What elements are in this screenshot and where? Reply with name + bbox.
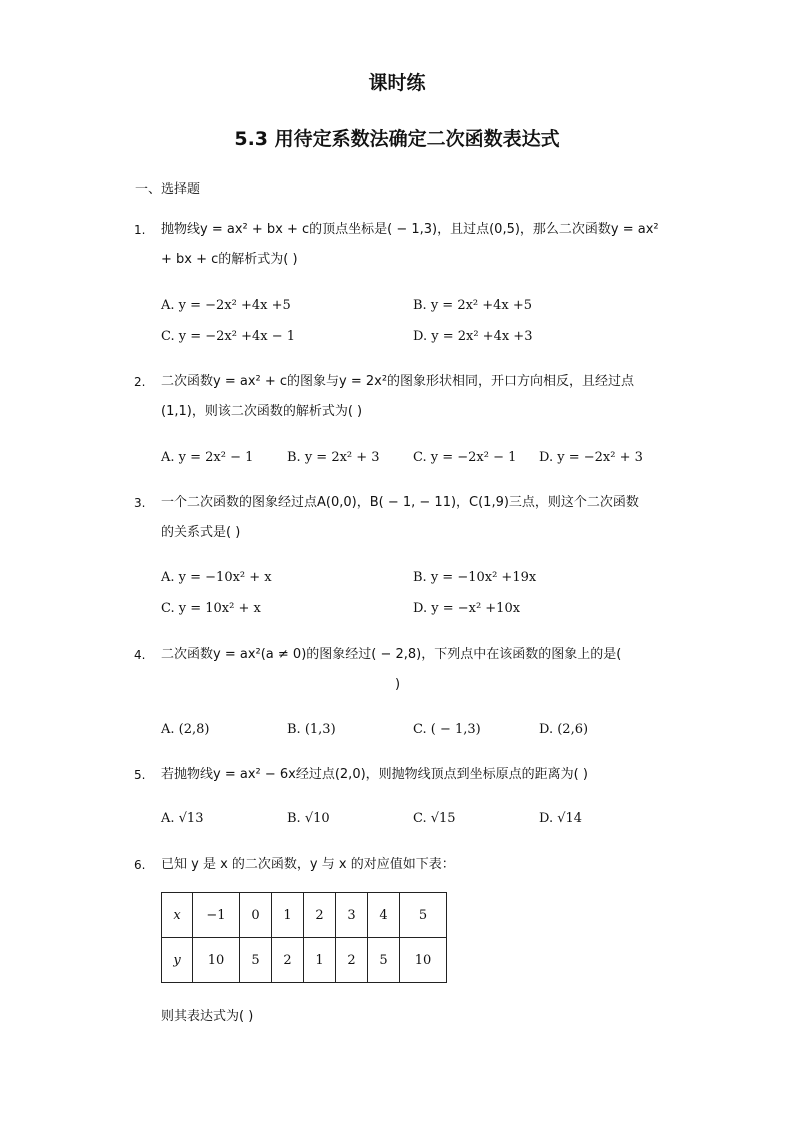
question-number: 2.	[134, 375, 146, 389]
question-text	[161, 640, 691, 700]
table-cell: 0	[240, 893, 272, 938]
table-row-x	[162, 893, 447, 938]
question-line: 若抛物线y = ax² − 6x经过点(2,0)，则抛物线顶点到坐标原点的距离为( )	[161, 767, 588, 782]
table-cell: −1	[193, 893, 240, 938]
table-cell: 10	[400, 938, 447, 983]
option-c[interactable]: C. √15	[413, 811, 456, 826]
table-cell: 2	[336, 938, 368, 983]
table-cell: 5	[368, 938, 400, 983]
question-number: 1.	[134, 223, 146, 237]
option-a[interactable]: A. y = −2x² +4x +5	[161, 298, 291, 313]
question-line: )	[395, 677, 401, 692]
question-text	[161, 215, 691, 275]
question-line: + bx + c的解析式为( )	[161, 252, 298, 267]
question-text	[161, 850, 691, 880]
question-line: 的关系式是( )	[161, 525, 241, 540]
option-c[interactable]: C. y = −2x² − 1	[413, 450, 517, 465]
question-number: 4.	[134, 648, 146, 662]
table-cell: 3	[336, 893, 368, 938]
option-b[interactable]: B. y = −10x² +19x	[413, 570, 537, 585]
question-line: 二次函数y = ax²(a ≠ 0)的图象经过( − 2,8)，下列点中在该函数的图象上的是(	[161, 647, 622, 662]
option-a[interactable]: A. √13	[161, 811, 204, 826]
question-line: 二次函数y = ax² + c的图象与y = 2x²的图象形状相同，开口方向相反，且经过点	[161, 374, 635, 389]
question-line: 一个二次函数的图象经过点A(0,0)，B( − 1, − 11)，C(1,9)三点，则这个二次函数	[161, 495, 639, 510]
question-number: 3.	[134, 496, 146, 510]
question-text	[161, 367, 691, 427]
question-text	[161, 760, 691, 790]
option-d[interactable]: D. √14	[539, 811, 583, 826]
option-a[interactable]: A. (2,8)	[161, 722, 210, 737]
question-line: 抛物线y = ax² + bx + c的顶点坐标是( − 1,3)，且过点(0,5)，那么二次函数y = ax²	[161, 222, 659, 237]
option-b[interactable]: B. √10	[287, 811, 330, 826]
question-6-prompt: 则其表达式为( )	[161, 1009, 254, 1024]
table-cell: 5	[400, 893, 447, 938]
question-line: (1,1)，则该二次函数的解析式为( )	[161, 404, 363, 419]
value-table	[161, 892, 447, 983]
table-cell: 1	[272, 893, 304, 938]
table-header-x: x	[162, 893, 193, 938]
table-cell: 10	[193, 938, 240, 983]
table-header-y: y	[162, 938, 193, 983]
table-cell: 1	[304, 938, 336, 983]
option-d[interactable]: D. y = −x² +10x	[413, 601, 521, 616]
question-number: 6.	[134, 858, 146, 872]
option-d[interactable]: D. (2,6)	[539, 722, 589, 737]
question-line: 已知 y 是 x 的二次函数，y 与 x 的对应值如下表：	[161, 857, 455, 872]
question-text	[161, 488, 691, 548]
table-cell: 4	[368, 893, 400, 938]
option-a[interactable]: A. y = −10x² + x	[161, 570, 272, 585]
option-b[interactable]: B. y = 2x² +4x +5	[413, 298, 533, 313]
option-b[interactable]: B. (1,3)	[287, 722, 336, 737]
option-b[interactable]: B. y = 2x² + 3	[287, 450, 380, 465]
option-c[interactable]: C. y = 10x² + x	[161, 601, 261, 616]
option-a[interactable]: A. y = 2x² − 1	[161, 450, 254, 465]
option-d[interactable]: D. y = 2x² +4x +3	[413, 329, 533, 344]
table-cell: 2	[304, 893, 336, 938]
table-row-y	[162, 938, 447, 983]
option-c[interactable]: C. ( − 1,3)	[413, 722, 481, 737]
document-subtitle: 5.3 用待定系数法确定二次函数表达式	[234, 128, 560, 150]
question-number: 5.	[134, 768, 146, 782]
section-heading: 一、选择题	[135, 182, 201, 197]
document-title: 课时练	[368, 72, 426, 94]
option-d[interactable]: D. y = −2x² + 3	[539, 450, 643, 465]
table-cell: 2	[272, 938, 304, 983]
table-cell: 5	[240, 938, 272, 983]
option-c[interactable]: C. y = −2x² +4x − 1	[161, 329, 296, 344]
